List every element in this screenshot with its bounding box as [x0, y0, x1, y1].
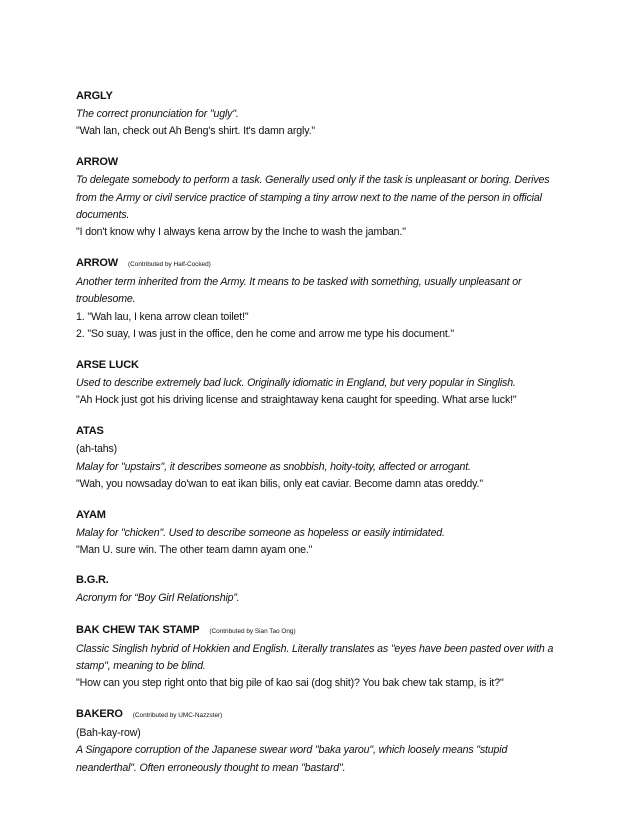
headword-text: ARROW: [76, 156, 119, 169]
headword-text: BAK CHEW TAK STAMP: [76, 623, 200, 636]
example: "Wah lan, check out Ah Beng's shirt. It's damn argly.": [76, 125, 315, 138]
pronunciation: (ah-tahs): [76, 443, 118, 456]
headword-text: ARROW: [76, 257, 119, 270]
entry-bakero: [76, 705, 566, 777]
headword-text: B.G.R.: [76, 574, 109, 587]
headword: [76, 254, 566, 274]
headword: [76, 356, 566, 375]
entry-argly: [76, 87, 566, 140]
credit: (Contributed by Sian Tao Ong): [209, 627, 296, 635]
headword: [76, 705, 566, 725]
credit: (Contributed by Half-Cocked): [128, 261, 211, 269]
example: "Man U. sure win. The other team damn ayam one.": [76, 544, 313, 557]
definition: Acronym for “Boy Girl Relationship”.: [76, 592, 240, 605]
example: 1. "Wah lau, I kena arrow clean toilet!": [76, 310, 249, 323]
headword: [76, 153, 566, 172]
glossary-page: [76, 87, 566, 777]
definition: Malay for "chicken". Used to describe someone as hopeless or easily intimidated.: [76, 527, 445, 540]
definition: To delegate somebody to perform a task. Generally used only if the task is unpleasant or boring. Derives from the Army or civil service practice of stamping a tiny arrow next to the name of the person in official documents.: [76, 174, 550, 221]
headword-text: ARSE LUCK: [76, 359, 139, 372]
headword-text: BAKERO: [76, 708, 123, 721]
example: "Wah, you nowsaday do'wan to eat ikan bilis, only eat caviar. Become damn atas oreddy.": [76, 477, 483, 490]
definition: Classic Singlish hybrid of Hokkien and English. Literally translates as "eyes have been pasted over with a stamp", meaning to be blind.: [76, 642, 554, 672]
pronunciation: (Bah-kay-row): [76, 727, 141, 740]
headword: [76, 571, 566, 590]
headword: [76, 506, 566, 525]
entry-arse-luck: [76, 356, 566, 409]
definition: A Singapore corruption of the Japanese swear word "baka yarou", which loosely means "stupid neanderthal". Often erroneously thought to mean "bastard".: [76, 744, 508, 774]
entry-arrow-2: [76, 254, 566, 343]
headword-text: ARGLY: [76, 90, 113, 102]
headword: [76, 621, 566, 641]
definition: The correct pronunciation for "ugly".: [76, 108, 239, 120]
example: "Ah Hock just got his driving license and straightaway kena caught for speeding. What arse luck!": [76, 394, 517, 407]
definition: Another term inherited from the Army. It means to be tasked with something, usually unpleasant or troublesome.: [76, 276, 522, 306]
entry-bak-chew-tak-stamp: [76, 621, 566, 693]
example: 2. "So suay, I was just in the office, den he come and arrow me type his document.": [76, 327, 455, 340]
headword-text: AYAM: [76, 509, 106, 522]
entry-ayam: [76, 506, 566, 559]
example: "I don't know why I always kena arrow by the Inche to wash the jamban.": [76, 226, 406, 239]
definition: Malay for "upstairs", it describes someone as snobbish, hoity-toity, affected or arrogant.: [76, 460, 471, 473]
example: "How can you step right onto that big pile of kao sai (dog shit)? You bak chew tak stamp, is it?": [76, 677, 504, 690]
definition: Used to describe extremely bad luck. Originally idiomatic in England, but very popular in Singlish.: [76, 377, 516, 390]
entry-atas: [76, 422, 566, 493]
entry-arrow: [76, 153, 566, 241]
entry-bgr: [76, 571, 566, 607]
headword: [76, 87, 566, 106]
headword-text: ATAS: [76, 425, 104, 438]
credit: (Contributed by UMC-Nazzster): [132, 712, 223, 720]
headword: [76, 422, 566, 441]
